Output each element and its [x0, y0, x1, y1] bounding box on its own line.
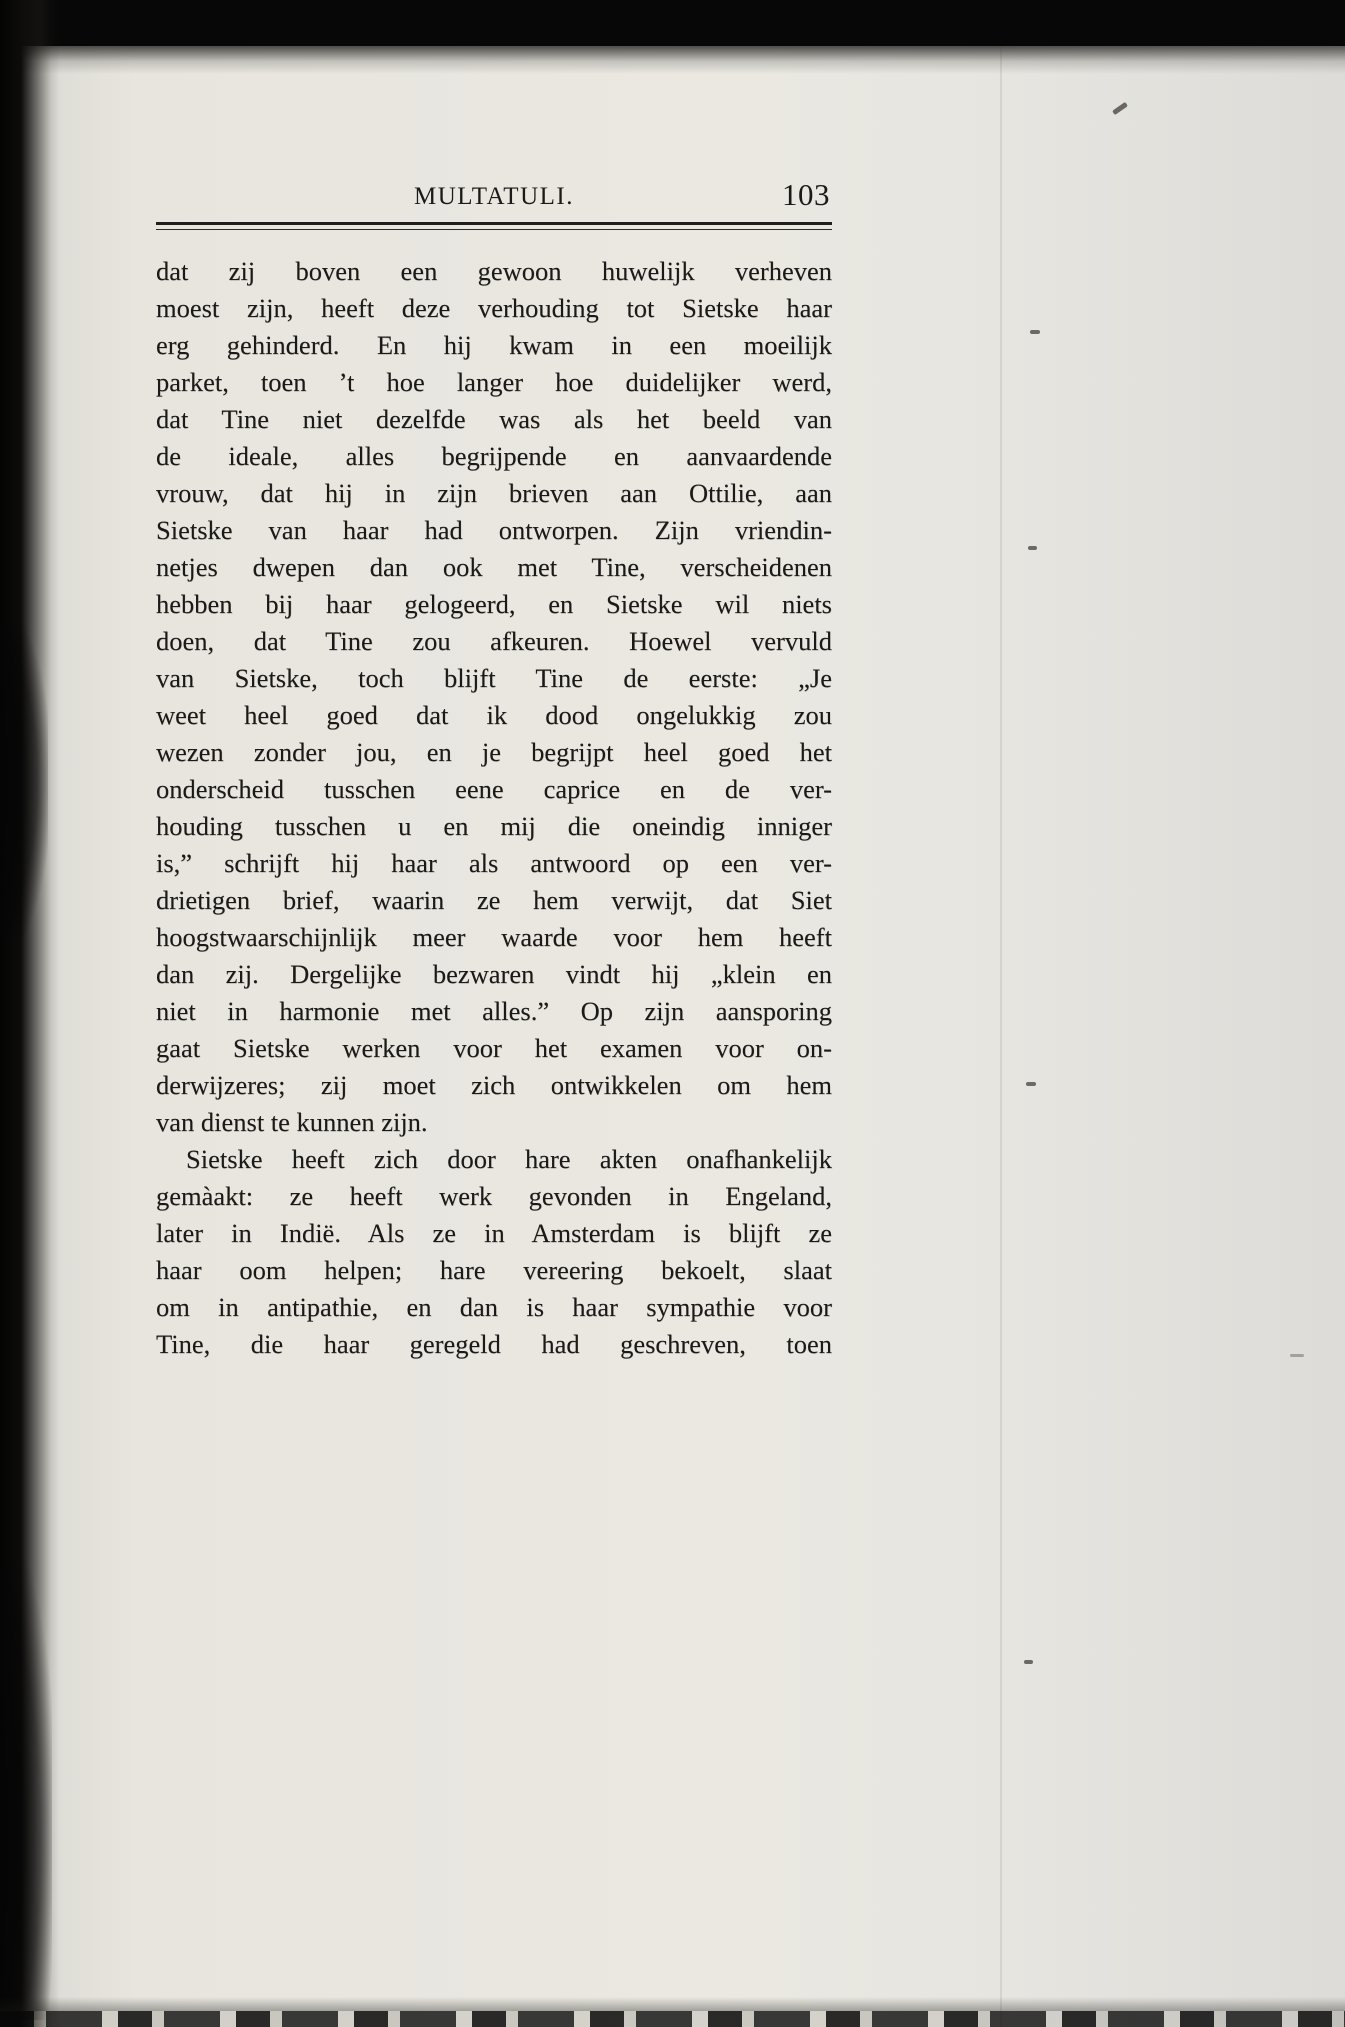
scan-top-edge — [0, 0, 1345, 46]
text-line: dan zij. Dergelijke bezwaren vindt hij „klein en — [156, 959, 832, 989]
header-double-rule — [156, 222, 832, 230]
scan-speck — [1024, 1660, 1033, 1664]
text-line: van dienst te kunnen zijn. — [156, 1107, 428, 1137]
scan-binding-blob — [0, 1560, 52, 2020]
text-line: onderscheid tusschen eene caprice en de ver- — [156, 774, 832, 804]
text-line: parket, toen ’t hoe langer hoe duidelijker werd, — [156, 367, 832, 397]
text-line: Tine, die haar geregeld had geschreven, toen — [156, 1329, 832, 1359]
text-line: hoogstwaarschijnlijk meer waarde voor hem heeft — [156, 922, 832, 952]
text-line: Sietske heeft zich door hare akten onafhankelijk — [186, 1144, 832, 1174]
text-line: gaat Sietske werken voor het examen voor on- — [156, 1033, 832, 1063]
scan-speck — [1026, 1082, 1036, 1086]
text-line: vrouw, dat hij in zijn brieven aan Ottilie, aan — [156, 478, 832, 508]
text-line: derwijzeres; zij moet zich ontwikkelen om hem — [156, 1070, 832, 1100]
text-line: haar oom helpen; hare vereering bekoelt, slaat — [156, 1255, 832, 1285]
text-line: hebben bij haar gelogeerd, en Sietske wil niets — [156, 589, 832, 619]
text-line: doen, dat Tine zou afkeuren. Hoewel vervuld — [156, 626, 832, 656]
text-line: houding tusschen u en mij die oneindig inniger — [156, 811, 832, 841]
text-line: moest zijn, heeft deze verhouding tot Sietske haar — [156, 293, 832, 323]
body-text — [156, 253, 832, 1363]
scan-page-seam — [1000, 46, 1002, 2027]
running-title: MULTATULI. — [414, 183, 574, 210]
text-line: erg gehinderd. En hij kwam in een moeilijk — [156, 330, 832, 360]
scan-right-shade — [1005, 46, 1345, 2027]
text-line: van Sietske, toch blijft Tine de eerste: „Je — [156, 663, 832, 693]
text-line: gemàakt: ze heeft werk gevonden in Engeland, — [156, 1181, 832, 1211]
text-line: dat zij boven een gewoon huwelijk verheven — [156, 256, 832, 286]
scan-bottom-edge — [0, 2011, 1345, 2027]
text-line: niet in harmonie met alles.” Op zijn aansporing — [156, 996, 832, 1026]
text-line: dat Tine niet dezelfde was als het beeld van — [156, 404, 832, 434]
scan-speck — [1290, 1354, 1304, 1357]
text-line: is,” schrijft hij haar als antwoord op een ver- — [156, 848, 832, 878]
text-line: de ideale, alles begrijpende en aanvaardende — [156, 441, 832, 471]
scan-bottom-edge-fade — [0, 1997, 1345, 2011]
scan-speck — [1030, 330, 1040, 334]
text-line: netjes dwepen dan ook met Tine, verscheidenen — [156, 552, 832, 582]
text-line: later in Indië. Als ze in Amsterdam is blijft ze — [156, 1218, 832, 1248]
scan-binding-blob — [0, 620, 48, 940]
text-line: drietigen brief, waarin ze hem verwijt, dat Siet — [156, 885, 832, 915]
page-header — [156, 177, 832, 214]
text-line: wezen zonder jou, en je begrijpt heel goed het — [156, 737, 832, 767]
text-line: Sietske van haar had ontworpen. Zijn vriendin- — [156, 515, 832, 545]
text-line: om in antipathie, en dan is haar sympathie voor — [156, 1292, 832, 1322]
scan-speck — [1028, 546, 1037, 550]
text-line: weet heel goed dat ik dood ongelukkig zou — [156, 700, 832, 730]
page-content — [156, 177, 832, 1363]
page-number: 103 — [782, 177, 830, 212]
